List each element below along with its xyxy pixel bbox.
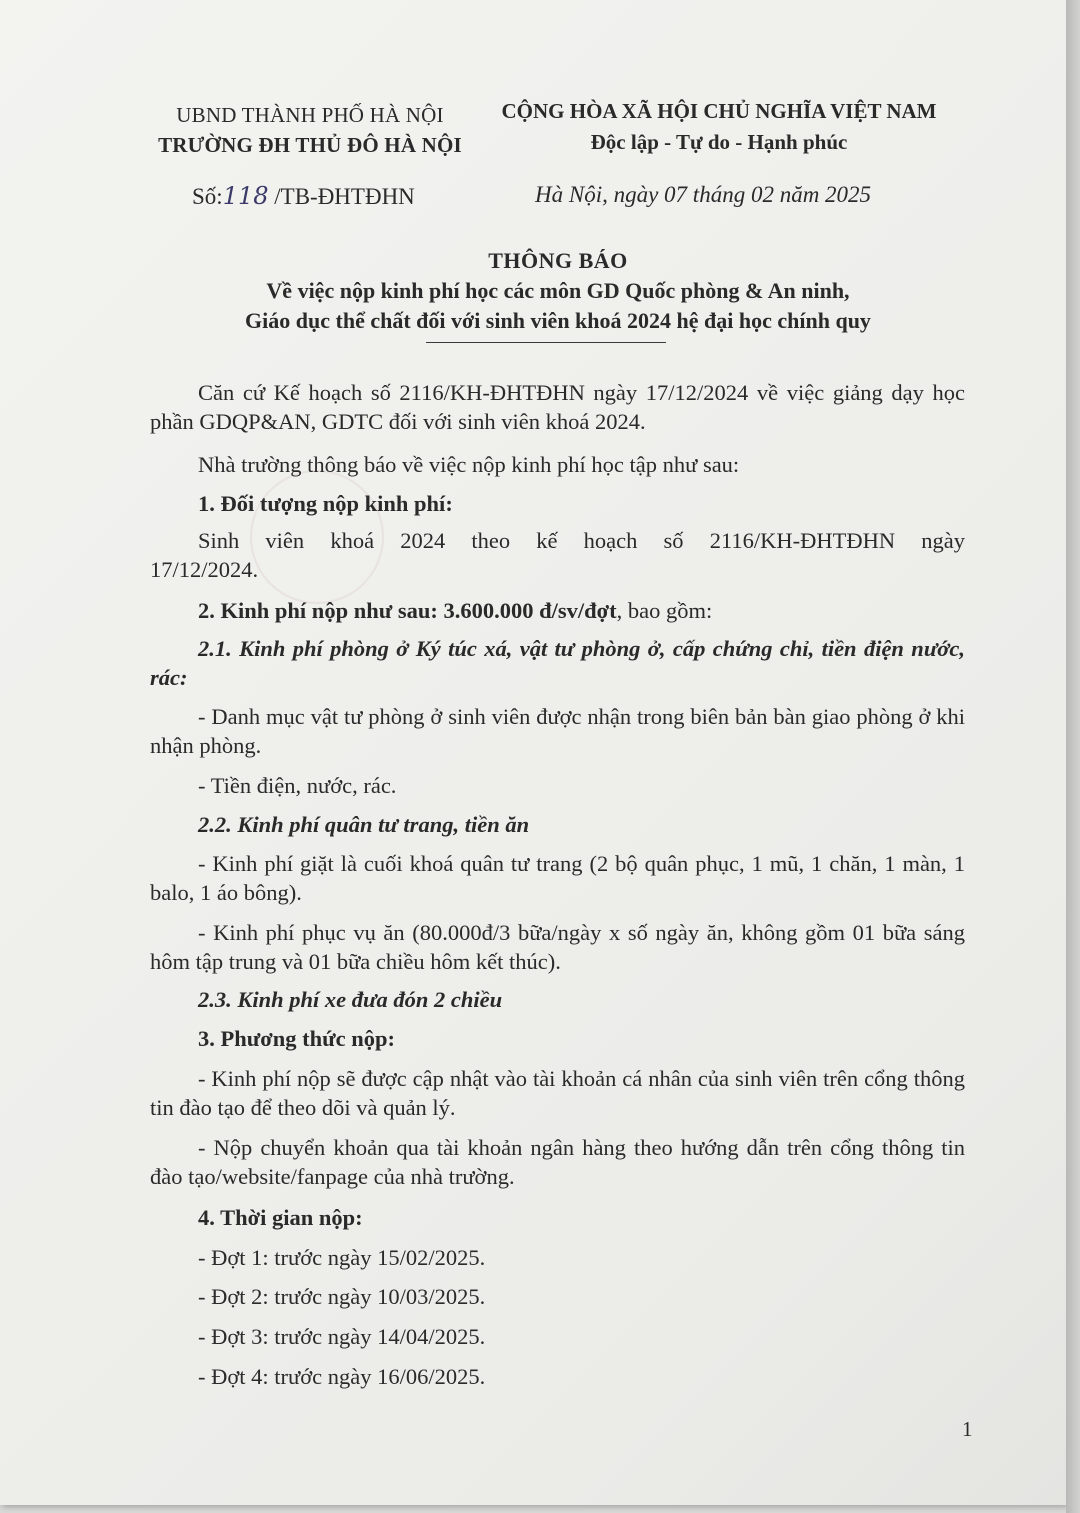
section-4-heading: 4. Thời gian nộp: (198, 1205, 363, 1230)
payment-deadline: - Đợt 2: trước ngày 10/03/2025. (198, 1284, 486, 1309)
page-number: 1 (962, 1417, 973, 1441)
nation-name: CỘNG HÒA XÃ HỘI CHỦ NGHĨA VIỆT NAM (501, 99, 937, 123)
section-2-heading-bold: 2. Kinh phí nộp như sau: 3.600.000 đ/sv/đợt (198, 598, 617, 623)
section-2-1-item-1: - Danh mục vật tư phòng ở sinh viên được nhận trong biên bản bàn giao phòng ở khi nhận phòng. (150, 704, 965, 758)
title-main: THÔNG BÁO (488, 248, 628, 273)
agency-name: UBND THÀNH PHỐ HÀ NỘI (176, 103, 444, 127)
title-underline (426, 342, 666, 343)
section-1-text: Sinh viên khoá 2024 theo kế hoạch số 2116/KH-ĐHTĐHN ngày 17/12/2024. (150, 528, 965, 582)
intro-paragraph: Căn cứ Kế hoạch số 2116/KH-ĐHTĐHN ngày 17/12/2024 về việc giảng dạy học phần GDQP&AN, GDTC đối với sinh viên khoá 2024. (150, 380, 965, 434)
document-title (150, 246, 966, 336)
section-2-2-item-2: - Kinh phí phục vụ ăn (80.000đ/3 bữa/ngày x số ngày ăn, không gồm 01 bữa sáng hôm tập trung và 01 bữa chiều hôm kết thúc). (150, 920, 965, 974)
paper-edge-shadow (1066, 0, 1080, 1513)
payment-deadline: - Đợt 4: trước ngày 16/06/2025. (198, 1364, 486, 1389)
payment-deadline: - Đợt 1: trước ngày 15/02/2025. (198, 1245, 486, 1270)
section-2-3-heading: 2.3. Kinh phí xe đưa đón 2 chiều (198, 987, 503, 1012)
section-3-heading: 3. Phương thức nộp: (198, 1026, 395, 1051)
motto: Độc lập - Tự do - Hạnh phúc (590, 130, 848, 154)
payment-deadline: - Đợt 3: trước ngày 14/04/2025. (198, 1324, 486, 1349)
section-2-2-heading: 2.2. Kinh phí quân tư trang, tiền ăn (198, 812, 530, 837)
doc-number-prefix: Số: (192, 184, 223, 209)
document-number (192, 182, 415, 210)
title-line-2: Giáo dục thể chất đối với sinh viên khoá 2024 hệ đại học chính quy (245, 308, 871, 333)
section-2-heading (150, 596, 965, 625)
section-2-heading-tail: , bao gồm: (616, 598, 713, 623)
national-heading (488, 96, 950, 158)
section-3-item-1: - Kinh phí nộp sẽ được cập nhật vào tài khoản cá nhân của sinh viên trên cổng thông tin đào tạo để theo dõi và quản lý. (150, 1066, 965, 1120)
section-1-heading: 1. Đối tượng nộp kinh phí: (198, 491, 453, 516)
title-line-1: Về việc nộp kinh phí học các môn GD Quốc phòng & An ninh, (266, 278, 850, 303)
school-name: TRƯỜNG ĐH THỦ ĐÔ HÀ NỘI (158, 133, 462, 157)
doc-number-suffix: /TB-ĐHTĐHN (274, 184, 415, 209)
section-2-1-item-2: - Tiền điện, nước, rác. (198, 773, 397, 798)
handwritten-number: 118 (222, 182, 269, 210)
issuer-block (150, 100, 470, 160)
section-2-2-item-1: - Kinh phí giặt là cuối khoá quân tư trang (2 bộ quân phục, 1 mũ, 1 chăn, 1 màn, 1 balo, 1 áo bông). (150, 851, 965, 905)
section-3-item-2: - Nộp chuyển khoản qua tài khoản ngân hàng theo hướng dẫn trên cổng thông tin đào tạo/website/fanpage của nhà trường. (150, 1135, 965, 1189)
issue-date: Hà Nội, ngày 07 tháng 02 năm 2025 (535, 182, 872, 207)
section-2-1-heading: 2.1. Kinh phí phòng ở Ký túc xá, vật tư phòng ở, cấp chứng chỉ, tiền điện nước, rác: (150, 636, 965, 690)
notice-paragraph: Nhà trường thông báo về việc nộp kinh phí học tập như sau: (198, 452, 740, 477)
